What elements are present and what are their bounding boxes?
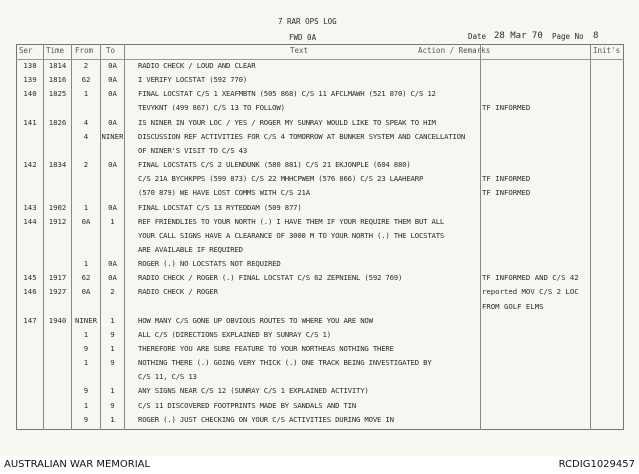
archive-reference: RCDIG1029457 bbox=[558, 459, 635, 470]
row-action: TF INFORMED bbox=[482, 174, 531, 184]
column-divider bbox=[590, 44, 591, 430]
row-time: 1826 bbox=[48, 117, 67, 127]
page-label: Page No bbox=[552, 32, 584, 41]
row-to: 0A bbox=[108, 160, 117, 170]
row-text: ARE AVAILABLE IF REQUIRED bbox=[138, 244, 243, 254]
row-text: C/S 21A BYCHKPPS (599 873) C/S 22 MHHCPWEM (576 866) C/S 23 LAAHEARP bbox=[138, 174, 424, 184]
row-time: 1940 bbox=[48, 315, 67, 325]
location-title: FWD 0A bbox=[289, 33, 317, 42]
column-divider bbox=[124, 44, 125, 430]
row-action: TF INFORMED bbox=[482, 103, 531, 113]
row-serial: 141 bbox=[23, 117, 37, 127]
row-to: 1 bbox=[110, 315, 115, 325]
row-to: 1 bbox=[110, 414, 115, 424]
row-from: 62 bbox=[81, 273, 91, 283]
row-from: 9 bbox=[83, 386, 89, 396]
row-time: 1927 bbox=[48, 287, 67, 297]
row-action: reported MOV C/S 2 LOC bbox=[482, 287, 579, 297]
row-from: 1 bbox=[83, 202, 89, 212]
row-from: 0A bbox=[81, 216, 91, 226]
row-to: 9 bbox=[110, 358, 115, 368]
row-from: 1 bbox=[83, 329, 89, 339]
row-time: 1814 bbox=[48, 61, 67, 70]
row-from: 4 bbox=[83, 131, 89, 141]
row-to: 0A bbox=[108, 75, 117, 85]
column-divider bbox=[43, 44, 44, 430]
row-serial: 143 bbox=[23, 202, 37, 212]
row-text: FINAL LOCSTAT C/S 1 XEAFMBTN (505 868) C/S 11 AFCLMAWH (521 870) C/S 12 bbox=[138, 89, 436, 99]
row-serial: 138 bbox=[23, 61, 37, 70]
row-text: ALL C/S (DIRECTIONS EXPLAINED BY SUNRAY C/S 1) bbox=[138, 329, 331, 339]
column-divider bbox=[480, 44, 481, 430]
row-to: 0A bbox=[108, 61, 117, 70]
row-from: NINER bbox=[75, 315, 97, 325]
row-to: 0A bbox=[108, 259, 117, 269]
row-action: TF INFORMED AND C/S 42 bbox=[482, 273, 579, 283]
row-text: RADIO CHECK / LOUD AND CLEAR bbox=[138, 61, 256, 70]
column-header-time: Time bbox=[46, 46, 65, 55]
row-serial: 147 bbox=[23, 315, 37, 325]
row-text: TEVYKNT (499 867) C/S 13 TO FOLLOW) bbox=[138, 103, 285, 113]
row-to: 0A bbox=[108, 89, 117, 99]
column-divider bbox=[71, 44, 72, 430]
column-header-from: From bbox=[75, 46, 94, 55]
row-text: C/S 11, C/S 13 bbox=[138, 372, 197, 382]
row-time: 1902 bbox=[48, 202, 67, 212]
row-from: 2 bbox=[83, 61, 89, 70]
row-text: ROGER (.) JUST CHECKING ON YOUR C/S ACTIVITIES DURING MOVE IN bbox=[138, 414, 394, 424]
header-divider bbox=[16, 59, 624, 60]
row-to: 1 bbox=[110, 216, 115, 226]
row-text: FINAL LOCSTATS C/S 2 ULENDUNK (580 881) C/S 21 EKJONPLE (604 880) bbox=[138, 160, 411, 170]
row-time: 1917 bbox=[48, 273, 67, 283]
row-serial: 146 bbox=[23, 287, 37, 297]
row-to: 0A bbox=[108, 202, 117, 212]
date-label: Date bbox=[468, 32, 487, 41]
row-from: 9 bbox=[83, 414, 89, 424]
row-serial: 142 bbox=[23, 160, 37, 170]
row-to: 2 bbox=[110, 287, 115, 297]
row-time: 1825 bbox=[48, 89, 67, 99]
date-value: 28 Mar 70 bbox=[494, 31, 543, 41]
row-from: 1 bbox=[83, 89, 89, 99]
row-text: NOTHING THERE (.) GOING VERY THICK (.) ONE TRACK BEING INVESTIGATED BY bbox=[138, 358, 432, 368]
row-text: RADIO CHECK / ROGER bbox=[138, 287, 218, 297]
row-serial: 144 bbox=[23, 216, 37, 226]
row-text: YOUR CALL SIGNS HAVE A CLEARANCE OF 3000 M TO YOUR NORTH (.) THE LOCSTATS bbox=[138, 230, 445, 240]
row-from: 62 bbox=[81, 75, 91, 85]
row-action: FROM GOLF ELMS bbox=[482, 301, 544, 311]
row-to: NINER bbox=[101, 131, 124, 141]
column-divider bbox=[100, 44, 101, 430]
unit-title: 7 RAR OPS LOG bbox=[278, 17, 337, 26]
page-number: 8 bbox=[593, 31, 599, 41]
column-header-text: Text bbox=[290, 46, 309, 55]
archive-footer bbox=[0, 456, 639, 474]
row-to: 9 bbox=[110, 329, 115, 339]
column-header-ser: Ser bbox=[19, 46, 33, 55]
row-text: OF NINER'S VISIT TO C/S 43 bbox=[138, 145, 248, 155]
row-from: 1 bbox=[83, 259, 89, 269]
row-text: HOW MANY C/S GONE UP OBVIOUS ROUTES TO WHERE YOU ARE NOW bbox=[138, 315, 373, 325]
row-text: RADIO CHECK / ROGER (.) FINAL LOCSTAT C/S 62 ZEPNIENL (592 769) bbox=[138, 273, 403, 283]
row-to: 9 bbox=[110, 400, 115, 410]
row-from: 0A bbox=[81, 287, 91, 297]
row-serial: 140 bbox=[23, 89, 37, 99]
row-text: DISCUSSION REF ACTIVITIES FOR C/S 4 TOMORROW AT BUNKER SYSTEM AND CANCELLATION bbox=[138, 131, 466, 141]
row-text: I VERIFY LOCSTAT (592 770) bbox=[138, 75, 248, 85]
row-serial: 139 bbox=[23, 75, 37, 85]
row-text: THEREFORE YOU ARE SURE FEATURE TO YOUR NORTHEAS NOTHING THERE bbox=[138, 344, 394, 353]
row-text: IS NINER IN YOUR LOC / YES / ROGER MY SUNRAY WOULD LIKE TO SPEAK TO HIM bbox=[138, 117, 436, 127]
archive-name: AUSTRALIAN WAR MEMORIAL bbox=[4, 459, 151, 470]
row-from: 1 bbox=[83, 400, 89, 410]
column-header-action: Action / Remarks bbox=[418, 46, 491, 55]
row-text: FINAL LOCSTAT C/S 13 RYTEDDAM (509 877) bbox=[138, 202, 302, 212]
row-to: 0A bbox=[108, 117, 117, 127]
row-from: 2 bbox=[83, 160, 89, 170]
row-serial: 145 bbox=[23, 273, 37, 283]
row-time: 1834 bbox=[48, 160, 67, 170]
row-time: 1912 bbox=[48, 216, 67, 226]
column-header-to: To bbox=[106, 46, 116, 55]
column-header-initials: Init's bbox=[593, 46, 621, 55]
row-text: REF FRIENDLIES TO YOUR NORTH (.) I HAVE THEM IF YOUR REQUIRE THEM BUT ALL bbox=[138, 216, 445, 226]
row-from: 9 bbox=[83, 344, 89, 353]
row-action: TF INFORMED bbox=[482, 188, 531, 198]
row-time: 1816 bbox=[48, 75, 67, 85]
row-text: (570 879) WE HAVE LOST COMMS WITH C/S 21A bbox=[138, 188, 310, 198]
row-text: ANY SIGNS NEAR C/S 12 (SUNRAY C/S 1 EXPLAINED ACTIVITY) bbox=[138, 386, 369, 396]
row-to: 1 bbox=[110, 344, 115, 353]
row-text: C/S 11 DISCOVERED FOOTPRINTS MADE BY SANDALS AND TIN bbox=[138, 400, 357, 410]
row-to: 1 bbox=[110, 386, 115, 396]
row-to: 0A bbox=[108, 273, 117, 283]
row-text: ROGER (.) NO LOCSTATS NOT REQUIRED bbox=[138, 259, 281, 269]
row-from: 1 bbox=[83, 358, 89, 368]
row-from: 4 bbox=[83, 117, 89, 127]
